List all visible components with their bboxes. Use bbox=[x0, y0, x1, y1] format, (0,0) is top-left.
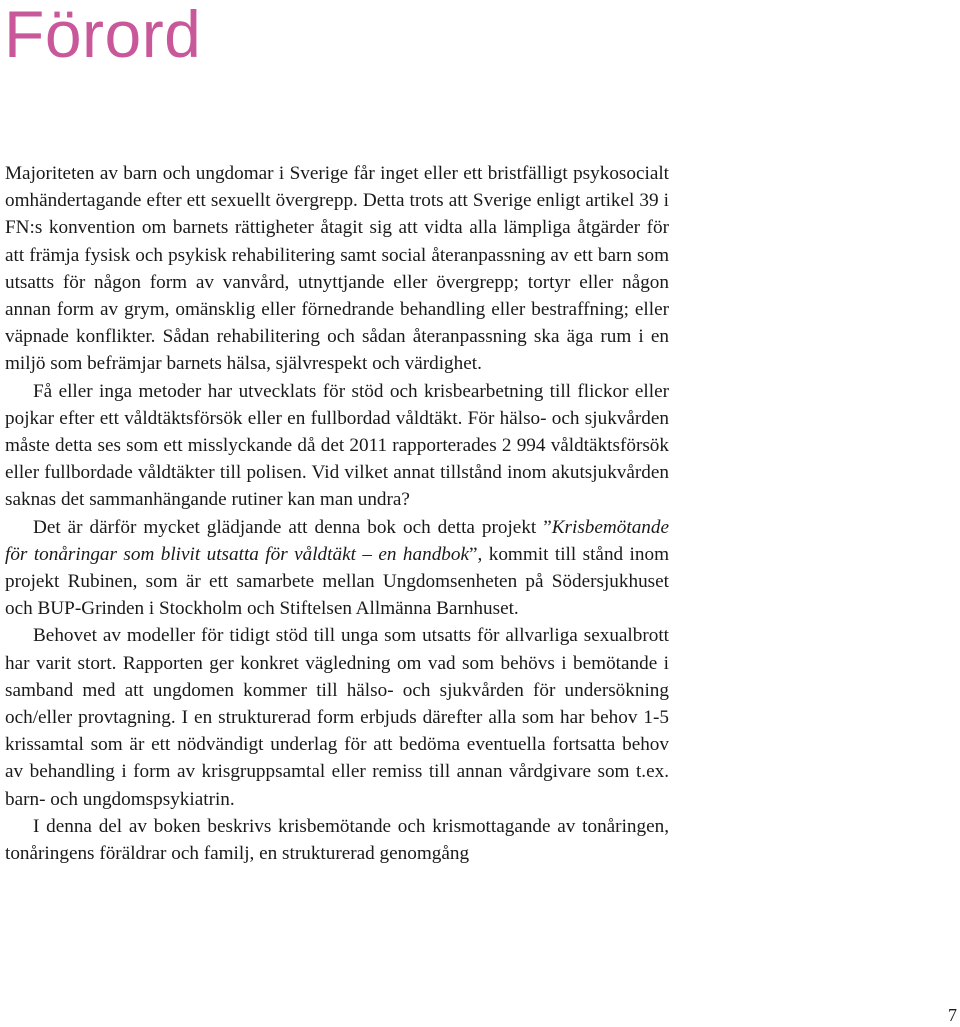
book-title: Krisbemötande för tonåringar som blivit utsatta för våldtäkt – en handbok bbox=[5, 516, 669, 565]
paragraph-5: I denna del av boken beskrivs krisbemötande och krismottagande av tonåringen, tonåringens föräldrar och familj, en strukturerad genomgång bbox=[5, 815, 669, 865]
paragraph-1: Majoriteten av barn och ungdomar i Sverige får inget eller ett bristfälligt psykosocialt omhändertagande efter ett sexuellt övergrepp. Detta trots att Sverige enligt artikel 39 i FN:s konvention om barnets rättigheter åtagit sig att vidta alla lämpliga åtgärder för att främja fysisk och psykisk rehabilitering samt social återanpassning av ett barn som utsatts för någon form av vanvård, utnyttjande eller övergrepp; tortyr eller någon annan form av grym, omänsklig eller förnedrande behandling eller bestraffning; eller väpnade konflikter. Sådan rehabilitering och sådan återanpassning ska äga rum i en miljö som befrämjar barnets hälsa, självrespekt och värdighet. bbox=[5, 163, 669, 375]
paragraph-3-lead: Det är därför mycket glädjande att denna bok och detta projekt ” bbox=[33, 516, 552, 538]
paragraph-2: Få eller inga metoder har utvecklats för stöd och krisbearbetning till flickor eller pojkar efter ett våldtäktsförsök eller en fullbordad våldtäkt. För hälso- och sjukvården måste detta ses som ett misslyckande då det 2011 rapporterades 2 994 våldtäktsförsök eller fullbordade våldtäkter till polisen. Vid vilket annat tillstånd inom akutsjukvården saknas det sammanhängande rutiner kan man undra? bbox=[5, 380, 669, 511]
page-number: 7 bbox=[948, 1005, 957, 1025]
body-text bbox=[5, 160, 669, 867]
page-title: Förord bbox=[4, 0, 202, 71]
paragraph-3-tail: ”, kommit till stånd inom projekt Rubinen, som är ett samarbete mellan Ungdomsenheten på Södersjukhuset och BUP-Grinden i Stockholm och Stiftelsen Allmänna Barnhuset. bbox=[5, 543, 670, 620]
paragraph-3 bbox=[5, 514, 669, 623]
paragraph-4: Behovet av modeller för tidigt stöd till unga som utsatts för allvarliga sexualbrott har varit stort. Rapporten ger konkret vägledning om vad som behövs i bemötande i samband med att ungdomen kommer till hälso- och sjukvården för undersökning och/eller provtagning. I en strukturerad form erbjuds därefter alla som har behov 1-5 krissamtal som är ett nödvändigt underlag för att bedöma eventuella fortsatta behov av behandling i form av krisgruppsamtal eller remiss till annan vårdgivare som t.ex. barn- och ungdomspsykiatrin. bbox=[5, 625, 669, 810]
